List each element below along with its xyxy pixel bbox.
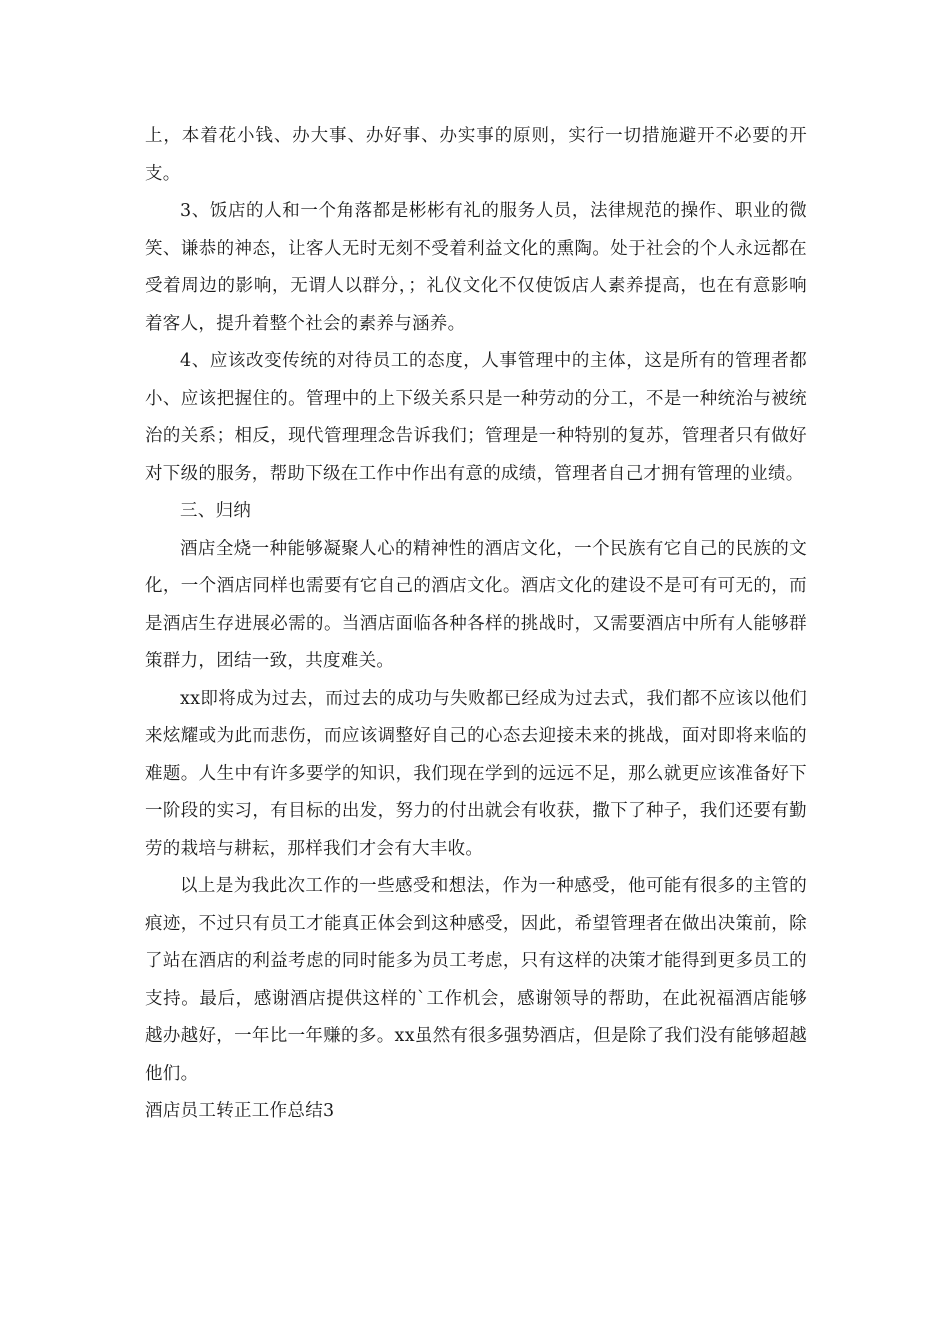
paragraph-continuation: 上，本着花小钱、办大事、办好事、办实事的原则，实行一切措施避开不必要的开支。: [145, 126, 807, 184]
document-body: [145, 118, 807, 1131]
paragraph-summary-3: 以上是为我此次工作的一些感受和想法，作为一种感受，他可能有很多的主管的痕迹，不过只有员工才能真正体会到这种感受，因此，希望管理者在做出决策前，除了站在酒店的利益考虑的同时能多为员工考虑，只有这样的决策才能得到更多员工的支持。最后，感谢酒店提供这样的`工作机会，感谢领导的帮助，在此祝福酒店能够越办越好，一年比一年赚的多。xx虽然有很多强势酒店，但是除了我们没有能够超越他们。: [145, 876, 807, 1084]
paragraph-summary-1: 酒店全烧一种能够凝聚人心的精神性的酒店文化，一个民族有它自己的民族的文化，一个酒店同样也需要有它自己的酒店文化。酒店文化的建设不是可有可无的，而是酒店生存进展必需的。当酒店面临各种各样的挑战时，又需要酒店中所有人能够群策群力，团结一致，共度难关。: [145, 538, 807, 671]
next-document-title: 酒店员工转正工作总结3: [145, 1101, 335, 1121]
paragraph-item-4: 4、应该改变传统的对待员工的态度，人事管理中的主体，这是所有的管理者都小、应该把握住的。管理中的上下级关系只是一种劳动的分工，不是一种统治与被统治的关系；相反，现代管理理念告诉我们；管理是一种特别的复苏，管理者只有做好对下级的服务，帮助下级在工作中作出有意的成绩，管理者自己才拥有管理的业绩。: [145, 351, 807, 484]
paragraph-item-3: 3、饭店的人和一个角落都是彬彬有礼的服务人员，法律规范的操作、职业的微笑、谦恭的神态，让客人无时无刻不受着利益文化的熏陶。处于社会的个人永远都在受着周边的影响，无谓人以群分，；礼仪文化不仅使饭店人素养提高，也在有意影响着客人，提升着整个社会的素养与涵养。: [145, 201, 807, 334]
paragraph-summary-2: xx即将成为过去，而过去的成功与失败都已经成为过去式，我们都不应该以他们来炫耀或为此而悲伤，而应该调整好自己的心态去迎接未来的挑战，面对即将来临的难题。人生中有许多要学的知识，我们现在学到的远远不足，那么就更应该准备好下一阶段的实习，有目标的出发，努力的付出就会有收获，撒下了种子，我们还要有勤劳的栽培与耕耘，那样我们才会有大丰收。: [145, 688, 807, 859]
section-heading-summary: 三、归纳: [180, 501, 252, 521]
